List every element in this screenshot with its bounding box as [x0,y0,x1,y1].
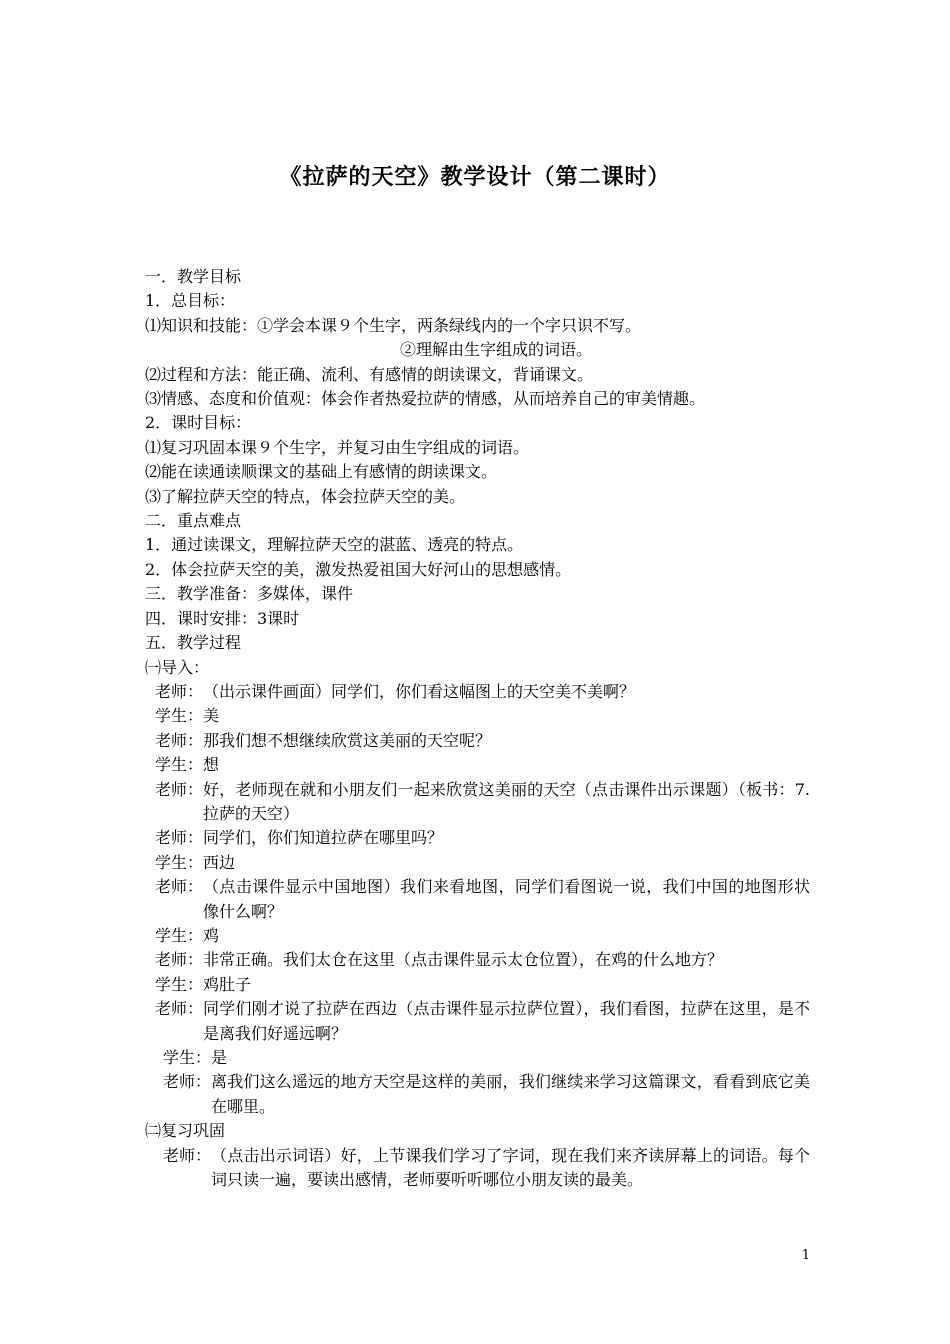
page-number: 1 [801,1248,810,1263]
dialogue-speaker: 学生： [155,974,204,994]
dialogue-text: 好，老师现在就和小朋友们一起来欣赏这美丽的天空（点击课件出示课题）（板书：7.拉萨的天空） [203,779,810,823]
subsection-heading: 1．总目标： [145,291,236,311]
dialogue-speaker: 学生： [163,1048,212,1067]
document-title: 《拉萨的天空》教学设计（第二课时） [279,164,671,190]
dialogue-speaker: 老师： [163,1072,212,1092]
dialogue-speaker: 老师： [155,779,204,799]
section-heading: 五．教学过程 [145,633,242,653]
section-heading: 四．课时安排：3课时 [145,608,300,628]
section-heading: 二．重点难点 [145,511,242,531]
dialogue-line [145,948,810,972]
paragraph: ⑶情感、态度和价值观：体会作者热爱拉萨的情感，从而培养自己的审美情趣。 [145,389,706,409]
dialogue-speaker: 老师： [163,1145,212,1165]
dialogue-text: 那我们想不想继续欣赏这美丽的天空呢？ [203,730,492,750]
dialogue-line [145,778,810,827]
dialogue-line [145,753,810,777]
dialogue-speaker: 学生： [155,925,204,945]
paragraph: ⑵能在读通读顺课文的基础上有感情的朗读课文。 [145,462,498,482]
subsection-heading: ㈡复习巩固 [145,1121,226,1141]
dialogue-line [145,1144,810,1193]
dialogue-line [145,997,810,1046]
dialogue-speaker: 学生： [155,852,204,872]
dialogue-text: 西边 [203,852,236,872]
paragraph: ⑴知识和技能：①学会本课９个生字，两条绿线内的一个字只识不写。 [145,315,642,335]
dialogue-line [145,704,810,728]
paragraph: 2．体会拉萨天空的美，激发热爱祖国大好河山的思想感情。 [145,559,572,579]
dialogue-text: （点击课件显示中国地图）我们来看地图，同学们看图说一说，我们中国的地图形状像什么啊？ [203,877,810,921]
subsection-heading: 2．课时目标： [145,413,252,433]
dialogue-speaker: 老师： [155,950,204,970]
document-body [145,265,810,1192]
dialogue-text: 鸡肚子 [203,974,252,994]
dialogue-block [145,1144,810,1193]
subsection-heading: ㈠导入： [145,657,210,677]
paragraph: ⑴复习巩固本课９个生字，并复习由生字组成的词语。 [145,437,530,457]
section-heading: 一．教学目标 [145,267,242,286]
dialogue-line [145,851,810,875]
dialogue-speaker: 学生： [155,706,204,726]
dialogue-speaker: 老师： [155,730,204,750]
dialogue-line [145,1046,810,1070]
dialogue-text: 离我们这么遥远的地方天空是这样的美丽，我们继续来学习这篇课文，看看到底它美在哪里。 [211,1072,810,1116]
paragraph: ⑵过程和方法：能正确、流利、有感情的朗读课文，背诵课文。 [145,364,594,384]
dialogue-line [145,826,810,850]
dialogue-line [145,729,810,753]
dialogue-line [145,1070,810,1119]
dialogue-text: （点击出示词语）好，上节课我们学习了字词，现在我们来齐读屏幕上的词语。每个词只读一遍，要读出感情，老师要听听哪位小朋友读的最美。 [211,1145,810,1190]
dialogue-line [145,680,810,704]
dialogue-text: 鸡 [203,925,220,945]
dialogue-text: 同学们，你们知道拉萨在哪里吗？ [203,828,444,848]
paragraph: 1．通过读课文，理解拉萨天空的湛蓝、透亮的特点。 [145,535,524,555]
dialogue-speaker: 老师： [155,681,204,701]
dialogue-line [145,924,810,948]
section-heading: 三．教学准备：多媒体，课件 [145,584,354,604]
paragraph: ②理解由生字组成的词语。 [400,340,593,360]
dialogue-text: 美 [203,706,220,726]
dialogue-speaker: 老师： [155,877,204,897]
dialogue-line [145,973,810,997]
dialogue-block [145,1046,810,1119]
dialogue-text: 非常正确。我们太仓在这里（点击课件显示太仓位置），在鸡的什么地方？ [203,950,724,970]
dialogue-text: 同学们刚才说了拉萨在西边（点击课件显示拉萨位置），我们看图，拉萨在这里，是不是离我们好遥远啊？ [203,999,810,1043]
dialogue-text: 想 [203,755,220,775]
dialogue-text: 是 [211,1048,228,1067]
dialogue-text: （出示课件画面）同学们，你们看这幅图上的天空美不美啊？ [203,681,636,701]
dialogue-speaker: 老师： [155,999,204,1019]
paragraph: ⑶了解拉萨天空的特点，体会拉萨天空的美。 [145,486,466,506]
dialogue-speaker: 学生： [155,755,204,775]
dialogue-line [145,875,810,924]
dialogue-speaker: 老师： [155,828,204,848]
dialogue-block [145,680,810,1046]
